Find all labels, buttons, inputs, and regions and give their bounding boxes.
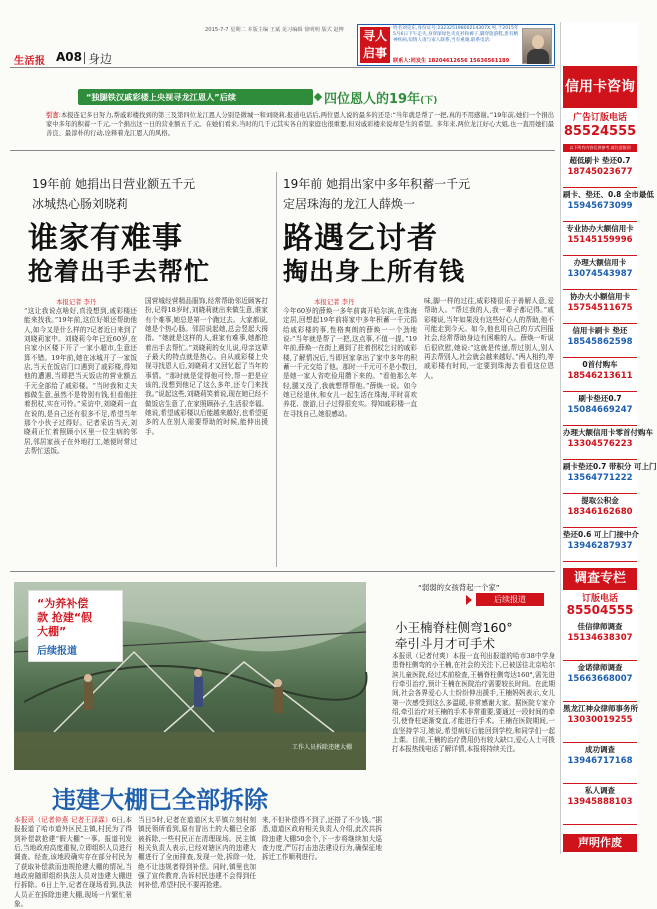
ads-section2-phone: 85504555 [566,603,634,617]
credit-ad-item-title: 刷卡垫还0.7 [578,394,622,403]
credit-ad-item-phone: 15145159996 [567,235,633,245]
intro-colon: : [58,112,61,119]
credit-ad-item-phone: 18545862598 [567,337,633,347]
ads-note: 以下所有内容仅供参考,请注意甄别 [563,144,637,152]
credit-ad-item-title: 0首付购车 [582,360,618,369]
credit-ad-item [563,394,637,426]
story-right-headline1: 路遇乞讨者 [283,221,438,256]
story-left-kicker: 19年前 她捐出日营业额五千元 [32,177,196,191]
shed-byline: 本报讯（记者仲燕 记者王泽霖） [14,816,112,824]
seek-ad [357,24,555,66]
series-bar-diamond-icon [314,93,322,101]
cross-ref-tag: “弱弱的女孩背起一个家” [418,583,500,592]
header-rule [10,67,555,68]
ads-service: 广告订版电话 [572,113,627,123]
story-right-col2: 味,脚一样的过往,威彩楼很乐于善解人意,爱帮助人。“帮过我的人,我一辈子都记得。”戚彩楼说,当年如果没有这些好心人的帮助,他不可能走到今天。如今,他也用自己的方式回报社会,经常帮助身边有困难的人。薛焕一听说后很欣慰,她说:“这就是传递,帮过别人,别人再去帮别人,社会就会越来越好。”两人相约,等戚彩楼有时间,一定要到珠海去看看这位恩人。 [424,297,554,380]
credit-ad-item [563,190,654,222]
ads-section2-title: 调查专栏 [563,568,637,590]
story-left-headline2: 抢着出手去帮忙 [28,257,211,286]
section-code: A08 [56,50,82,64]
story-left-col2: 国营城经营精品服饰,经常帮助邻近顾客打扮,记得18岁时,刘晓莉就出来做生意,谁家有个难事,她总是第一个跑过去。大家都说,她是个热心肠。邻居说起她,总会竖起大拇指。“她就是这样的人,谁家有难事,她都抢着出手去帮忙。”刘晓莉的女儿说,母亲这辈子最大的特点就是热心。自从戚彩楼上央视寻找恩人后,刘晓莉才又回忆起了当年的事情。“那时就是觉得他可怜,帮一把是应该的,没想到他记了这么多年,还专门来找我。”说起这些,刘晓莉笑着说,现在她已经不做饭店生意了,在家照顾孙子,生活很幸福。她说,希望戚彩楼以后能越来越好,也希望更多的人在别人需要帮助的时候,能伸出援手。 [145,297,268,436]
seek-ad-title: 寻人启事 [360,27,390,63]
ads-brand: 信用卡咨询 [563,66,637,108]
seek-ad-phone: 同发生 18204612656 15636561189 [410,58,510,64]
shed-caption-title1: “为养补偿 [37,597,89,610]
series-title-suffix: (下) [420,96,438,106]
ads-phone: 85524555 [563,124,637,139]
series-bar-prefix: “独腿铁汉戚彩楼上央视寻龙江恩人”后续 [86,92,236,102]
survey-ad-item-title: 成功调查 [585,745,615,754]
credit-ad-item-phone: 13074543987 [567,269,633,279]
survey-ad-item [563,745,637,784]
credit-ad-item-phone: 13946287937 [567,541,633,551]
shed-text-col3: 来,不但补偿得不到了,还搭了不少钱。”据悉,道道区政府相关负责人介绍,此次共拆除违建大棚50余个,下一步将继续加大巡查力度,严厉打击违法建设行为,确保征地拆迁工作顺利进行。 [262,816,382,862]
credit-ad-item-phone: 15945673099 [567,201,633,211]
credit-ad-item [563,462,657,494]
seek-ad-text: 姓名刘克东,身份证号:23232519800214307X,男,于2015年5月6日下午走失,身穿深绿色夹克衫和裤子,脚穿旅游鞋,患有精神疾病,知情人请与家人联系,当有重谢,联系电话: [393,26,519,43]
story-left-byline: 本报记者 李丹 [56,298,97,306]
credit-ad-item-phone: 15084669247 [567,405,633,415]
shed-caption-title2: 款 抢建“假 [37,611,93,624]
shed-caption-box [28,590,123,662]
survey-ad-item-phone: 13946717168 [567,756,633,766]
shed-text-col1 [14,816,132,909]
credit-ad-item [563,360,637,392]
credit-ad-item-title: 专业协办大额信用卡 [566,224,634,233]
seek-ad-contact [393,57,523,65]
story-left-subkicker: 冰城热心肠刘晓莉 [32,197,129,211]
credit-ad-item-phone: 18346162680 [567,507,633,517]
survey-ad-item [563,622,637,661]
credit-ad-item [563,292,637,324]
credit-ad-item-title: 刷卡、垫还、0.8 全市最低 [563,190,654,199]
survey-ad-item-title: 黑龙江神众律师事务所 [563,704,638,713]
series-bar [10,86,555,108]
credit-ad-item-title: 办理大额信用卡 [573,258,627,267]
girl-headline2: 牵引斗月才可手术 [395,636,496,651]
survey-ad-item [563,786,637,825]
shed-text1: 6日,本报报道了哈市道外区民主镇,村民为了得到补偿款抢建“假大棚”一事。报道刊发后,当地政府高度重视,立即组织人员进行调查。经查,该地段确实存在部分村民为了获取补偿款而违规抢建大棚的情况,当地政府随即组织执法人员对违建大棚进行拆除。6日上午,记者在现场看到,执法人员正在拆除违建大棚,现场一片繁忙景象。 [14,816,132,909]
cross-ref-label: 后续报道 [476,593,544,606]
cross-ref [390,582,554,612]
credit-ad-item [563,496,637,528]
series-title-text: 四位恩人的19年 [324,92,421,107]
credit-ad-item [563,326,637,358]
ads-list2 [563,622,637,830]
survey-ad-item-phone: 15663668007 [567,674,633,684]
story-right-headline2: 掏出身上所有钱 [283,257,466,286]
paper-logo: 生活报 [14,56,46,67]
shed-caption-title3: 大棚” [37,625,67,638]
date-line: 2015-7-7 星期二 本版主编 王斌 见习编辑 徐明明 版式 赵博 [205,27,344,33]
credit-ad-item [563,530,637,562]
credit-ad-item-phone: 13564771222 [567,473,633,483]
survey-ad-item-title: 私人调查 [585,786,615,795]
credit-ad-item-title: 超低刷卡 垫还0.7 [569,156,631,165]
girl-text: 本报讯（记者付爽）本报一直刊出报道的哈市38中学身患脊柱侧弯的小王楠,在社会的关注下,已被送往北京哈尔滨儿童医院,经过术前检查,王楠脊柱侧弯达160°,需先进行牵引治疗,预计王楠在医院治疗需要较长时间。在此期间,社会各界爱心人士纷纷伸出援手,王楠妈妈表示,女儿第一次感受到这么多温暖,非常感谢大家。据医院专家介绍,牵引治疗对王楠的手术非常重要,要通过一段时间的牵引,使脊柱逐渐变直,才能进行手术。王楠在医院期间,一直坚持学习,她说,希望病好后能回到学校,和同学们一起上课。目前,王楠的治疗费用仍有较大缺口,爱心人士可拨打本报热线电话了解详情,本报将持续关注。 [392,652,555,754]
credit-ad-item-title: 垫还0.6 可上门接中介 [563,530,639,539]
survey-ad-item [563,663,637,702]
girl-headline1: 小王楠脊柱侧弯160° [395,620,513,635]
survey-ad-item-phone: 13945888103 [567,797,633,807]
credit-ad-item-title: 办理大额信用卡零首付购车 [563,428,653,437]
shed-headline: 违建大棚已全部拆除 [52,786,268,814]
ads-footer: 声明作废 [563,834,637,852]
intro [46,112,554,146]
intro-text: 本报连记多日努力,帮戚彩楼找到的第三及第四位龙江恩人分别是微城一和刘晓莉,报道电话后,两位恩人说的最多的还是:“当年就是帮了一把,真的不用感谢。”19年前,她们一个捐出家中多年的积蓄一千元,一个捐出这一日的营业额五千元。在她们看来,当时的几千元其实各自的家庭也很重要,但对戚彩楼来说却是生的希望。多年来,两位龙江好心大姐,也一直用她们最善良、最淳朴的行动,诠释着龙江恩人的风格。 [46,112,554,137]
ads-section2-sub: 订版电话 [581,594,618,604]
story-right-kicker: 19年前 她捐出家中多年积蓄一千元 [283,177,471,191]
shed-photo-label: 工作人员拆除违建大棚 [291,744,352,751]
credit-ad-item-phone: 13304576223 [567,439,633,449]
survey-ad-item-phone: 13030019255 [567,715,633,725]
series-bar-title [324,88,437,107]
survey-ad-item-title: 金诺律师调查 [577,663,623,672]
column-divider [276,172,277,567]
shed-caption-label: 后续报道 [37,646,77,657]
shed-text-col2: 当日5时,记者在道道区太平镇立刻村刻镇民领所看到,原有冒出土的大棚已全部被拆除,一些村民正在清理现场。民主镇相关负责人表示,已经对辖区内的违建大棚进行了全面排查,发现一处,拆除一处,绝不让违规者得到补偿。同时,镇里也加强了宣传教育,告诉村民违建不会得到任何补偿,希望村民不要再抢建。 [138,816,256,890]
ads-column [560,22,657,854]
seek-ad-contact-label: 联系人: [393,58,411,64]
mid-rule [10,571,555,572]
credit-ad-item [563,428,653,460]
survey-ad-item [563,704,637,743]
section-divider [84,52,85,64]
story-left-headline1: 谁家有难事 [28,221,183,256]
credit-ad-item-phone: 18546213611 [567,371,633,381]
credit-ad-item-phone: 15754511675 [567,303,633,313]
credit-ad-item-title: 刷卡垫还0.7 带积分 可上门 [563,462,657,471]
story-right-byline: 本报记者 李丹 [314,298,355,306]
credit-ad-item-title: 提取公积金 [581,496,619,505]
credit-ad-item-phone: 18745023677 [567,167,633,177]
story-right-col1: 今年60岁的薛焕一多年前离开哈尔滨,在珠海定居,回想起19年前将家中多年积蓄一千元捐给戚彩楼的事,性格爽朗的薛焕一一个劲地说:“当年就是帮了一把,这点事,不值一提。”19年前,薛焕一在街上遇到了拄着拐杖乞讨的戚彩楼,了解情况后,当即回家拿出了家中多年的积蓄一千元交给了他。那时一千元可不是小数目,是她一家人省吃俭用攒下来的。“看他那么年轻,腿又没了,我就想帮帮他。”薛焕一说。如今她已经退休,和女儿一起生活在珠海,平时喜欢养花、旅游,日子过得很充实。得知戚彩楼一直在寻找自己,她很感动。 [283,307,417,418]
credit-ad-item [563,224,637,256]
story-left-col1: “这让我说点啥好,真没想到,戚彩楼还能来找我。”19年前,这位好姐还帮助他人,如今又是什么样的?记者近日来到了刘晓莉家中。刘晓莉今年已近60岁,在自家小区楼下开了一家小超市,生意还算不错。19年前,她在冰城开了一家饭店,当天在饭店门口遇到了戚彩楼,得知他的遭遇,当即把当天饭店的营业额五千元全部给了戚彩楼。“当时我和丈夫都做生意,虽然不是特别有钱,但看他拄着拐杖,实在可怜。”采访中,刘晓莉一直在说的,是自己还有很多不足,希望当年那个小伙子过得好。记者采访当天,刘晓莉正忙着照顾小区里一位生病的邻居,邻居家孩子在外地打工,她便时常过去帮忙送饭。 [24,307,137,456]
survey-ad-item-phone: 15134638307 [567,633,633,643]
intro-rule [10,150,555,151]
credit-ad-item [563,156,637,188]
intro-label: 引言 [46,112,59,119]
credit-ad-item [563,258,637,290]
ads-list [563,156,657,564]
story-right-subkicker: 定居珠海的龙江人薛焕一 [283,197,416,211]
credit-ad-item-title: 协办大小额信用卡 [570,292,630,301]
survey-ad-item-title: 佳信律师调查 [577,622,623,631]
cross-ref-arrow-icon [466,595,472,605]
seek-ad-photo [522,28,552,64]
section-name: 身边 [88,52,113,66]
credit-ad-item-title: 信用卡刷卡 垫还 [572,326,628,335]
